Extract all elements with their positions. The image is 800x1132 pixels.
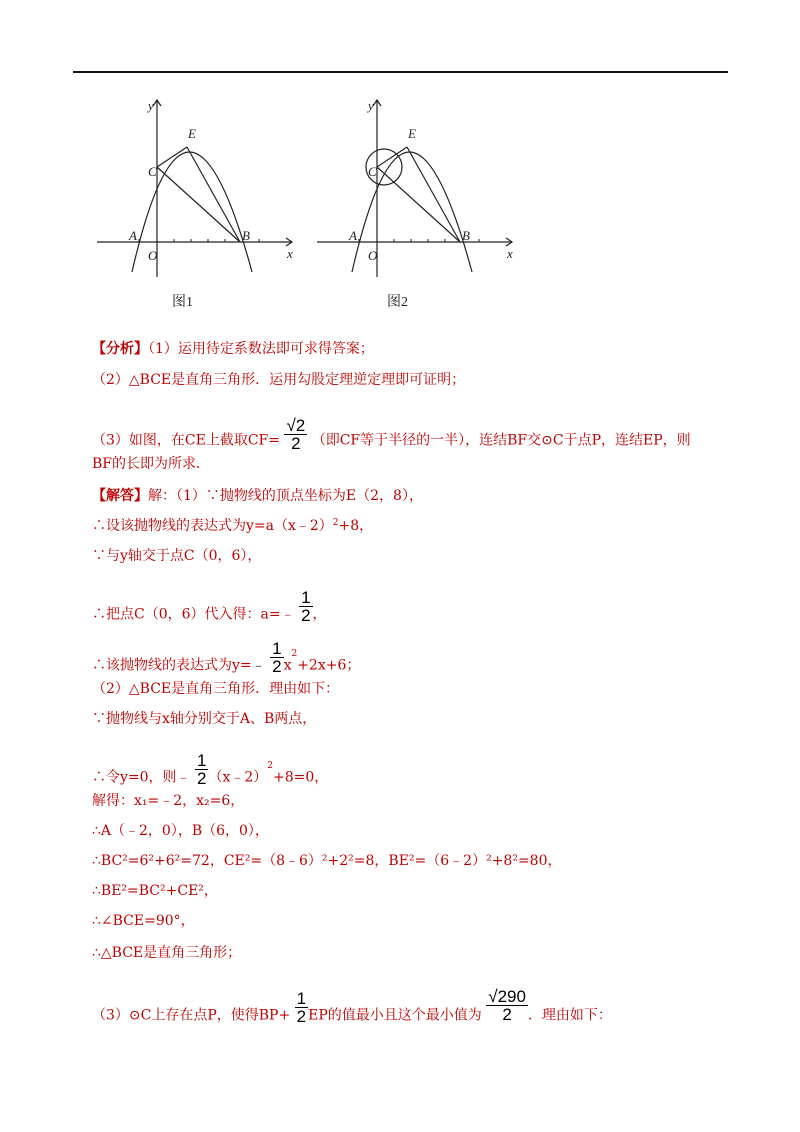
figure-1 [92,92,302,291]
label-b: B [462,228,470,243]
solution-line-8: ∴令y=0，则﹣ $\frac{1}{2}$ （x﹣2）$^2$+8=0， [92,751,329,788]
solution-line-5: ∴该抛物线的表达式为y=﹣ $\frac{1}{2}$ $x^2+2x+6$； [92,639,361,676]
fraction-one-half: $\frac{1}{2}$ [301,588,311,625]
label-c: C [148,164,157,179]
fraction-one-half: $\frac{1}{2}$ [272,639,282,676]
label-o: O [148,248,158,263]
segment-eb [187,147,240,242]
label-a: A [129,228,137,243]
solution-line-1: 【解答】解：（1）∵抛物线的顶点坐标为E（2，8）， [92,488,423,504]
label-b: B [242,228,250,243]
label-y: y [368,98,374,113]
solution-line-7: ∵抛物线与x轴分别交于A、B两点， [92,711,317,727]
solution-line-9: 解得：x₁=﹣2，x₂=6， [92,793,245,809]
analysis-line-4: BF的长即为所求． [92,456,211,472]
fraction-sqrt2-over-2: $\frac{√2}{2}$ [286,416,306,453]
figure-2 [312,92,522,291]
analysis-tag: 【分析】 [92,341,148,357]
solution-tag: 【解答】 [92,488,148,504]
label-x: x [287,246,293,261]
figure-1-graph [92,92,302,287]
label-o: O [368,248,378,263]
analysis-line-2: （2）△BCE是直角三角形．运用勾股定理逆定理即可证明； [92,372,466,388]
solution-line-4: ∴把点C（0，6）代入得：a=﹣ $\frac{1}{2}$ ， [92,588,327,625]
label-c: C [368,164,377,179]
solution-line-10: ∴A（﹣2，0），B（6，0）， [92,823,269,839]
label-e: E [188,126,196,141]
label-y: y [148,98,154,113]
segment-eb [407,147,460,242]
solution-line-14: ∴△BCE是直角三角形； [92,945,242,961]
label-e: E [408,126,416,141]
solution-line-11: ∴BC²=6²+6²=72，CE²=（8﹣6）²+2²=8，BE²=（6﹣2）²+8²=80， [92,853,562,869]
solution-line-12: ∴BE²=BC²+CE²， [92,883,218,899]
fraction-sqrt290-over-2: $\frac{√290}{2}$ [488,987,526,1024]
solution-line-3: ∵与y轴交于点C（0，6）， [92,548,262,564]
solution-line-15: （3）⊙C上存在点P，使得BP+ $\frac{1}{2}$ EP的值最小且这个最小值为 $\frac{√290}{2}$ ．理由如下： [92,987,612,1026]
analysis-line-3: （3）如图，在CE上截取CF= $\frac{√2}{2}$ （即CF等于半径的一半），连结BF交⊙C于点P，连结EP，则 [92,416,691,453]
segment-cb [377,167,460,242]
analysis-line-1: 【分析】（1）运用待定系数法即可求得答案； [92,341,374,357]
solution-line-6: （2）△BCE是直角三角形．理由如下： [92,681,340,697]
figure-2-graph [312,92,522,287]
label-a: A [349,228,357,243]
label-x: x [507,246,513,261]
figure-1-caption: 图1 [172,295,193,310]
solution-line-2: ∴设该抛物线的表达式为y=a（x﹣2）$^2$+8， [92,518,374,534]
segment-ce [377,147,407,167]
segment-cb [157,167,240,242]
fraction-one-half: $\frac{1}{2}$ [197,751,207,788]
segment-ce [157,147,187,167]
figure-2-caption: 图2 [387,295,408,310]
solution-line-13: ∴∠BCE=90°， [92,913,195,929]
header-rule [73,71,728,73]
fraction-one-half: $\frac{1}{2}$ [296,989,307,1026]
